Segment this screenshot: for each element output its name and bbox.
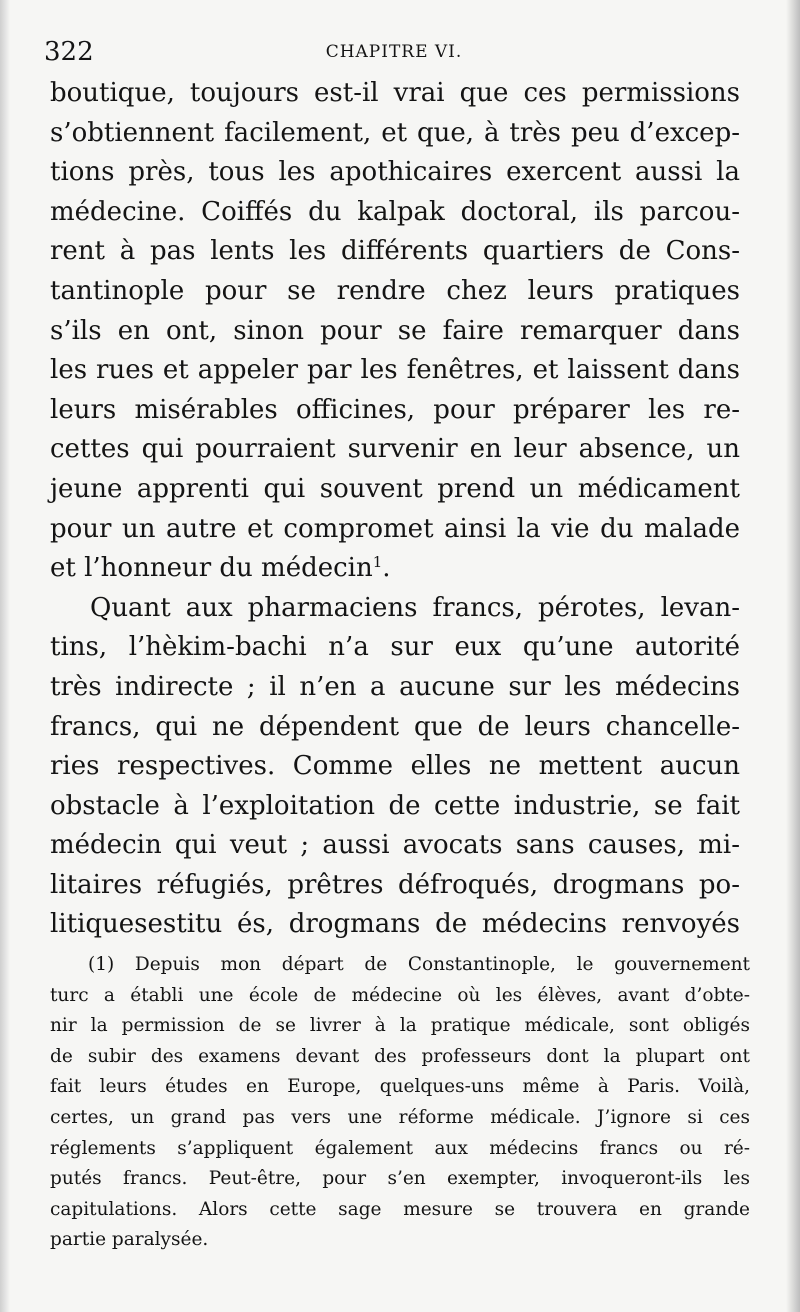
body-line: boutique, toujours est-il vrai que ces permissions (50, 78, 740, 108)
footnote-line: nir la permission de se livrer à la pratique médicale, sont obligés (50, 1015, 750, 1037)
footnote-line: putés francs. Peut-être, pour s’en exempter, invoqueront-ils les (50, 1168, 750, 1190)
body-line: jeune apprenti qui souvent prend un médicament (50, 473, 740, 504)
page-number: 322 (44, 37, 94, 67)
body-line: tions près, tous les apothicaires exercent aussi la (50, 157, 740, 188)
body-line: francs, qui ne dépendent que de leurs chancelle- (50, 711, 740, 742)
body-line: les rues et appeler par les fenêtres, et laissent dans (50, 355, 740, 386)
footnote-line: certes, un grand pas vers une réforme médicale. J’ignore si ces (50, 1106, 750, 1128)
footnote-line: (1) Depuis mon départ de Constantinople, le gouvernement (88, 954, 750, 975)
body-line: rent à pas lents les différents quartiers de Cons- (50, 236, 740, 267)
body-line: obstacle à l’exploitation de cette industrie, se fait (50, 790, 740, 821)
running-head: CHAPITRE VI. (325, 42, 463, 62)
body-line: cettes qui pourraient survenir en leur absence, un (50, 434, 740, 465)
footnote-reference-punctuation: . (382, 553, 391, 584)
body-line: pour un autre et compromet ainsi la vie du malade (50, 513, 740, 544)
body-text (50, 74, 740, 945)
body-line: médecin qui veut ; aussi avocats sans causes, mi- (50, 830, 740, 861)
body-line-text: et l’honneur du médecin (50, 553, 373, 584)
page-edge-shadow-left (0, 0, 10, 1312)
body-line-paragraph-end (50, 549, 740, 589)
body-line: litiquesestitu és, drogmans de médecins renvoyés (50, 909, 740, 940)
footnote (50, 950, 750, 1256)
footnote-line: de subir des examens devant des professeurs dont la plupart ont (50, 1045, 750, 1067)
footnote-line: turc a établi une école de médecine où les élèves, avant d’obte- (50, 984, 750, 1006)
body-line: s’obtiennent facilement, et que, à très peu d’excep- (50, 117, 740, 148)
body-line: leurs misérables officines, pour préparer les re- (50, 394, 740, 425)
body-line: ries respectives. Comme elles ne mettent aucun (50, 751, 740, 782)
body-line-paragraph-start: Quant aux pharmaciens francs, pérotes, levan- (90, 592, 740, 623)
body-line: médecine. Coiffés du kalpak doctoral, ils parcou- (50, 196, 740, 227)
footnote-line: fait leurs études en Europe, quelques-uns même à Paris. Voilà, (50, 1076, 750, 1098)
body-line: tins, l’hèkim-bachi n’a sur eux qu’une autorité (50, 632, 740, 663)
footnote-line: capitulations. Alors cette sage mesure se trouvera en grande (50, 1198, 750, 1220)
body-line: tantinople pour se rendre chez leurs pratiques (50, 275, 740, 306)
body-line: très indirecte ; il n’en a aucune sur les médecins (50, 671, 740, 702)
body-line: s’ils en ont, sinon pour se faire remarquer dans (50, 315, 740, 346)
page-edge-shadow-right (786, 0, 800, 1312)
footnote-reference[interactable]: 1 (372, 553, 383, 572)
footnote-line: partie paralysée. (50, 1229, 209, 1251)
footnote-line: réglements s’appliquent également aux médecins francs ou ré- (50, 1137, 750, 1159)
page-header (44, 36, 744, 76)
body-line: litaires réfugiés, prêtres défroqués, drogmans po- (50, 869, 740, 900)
